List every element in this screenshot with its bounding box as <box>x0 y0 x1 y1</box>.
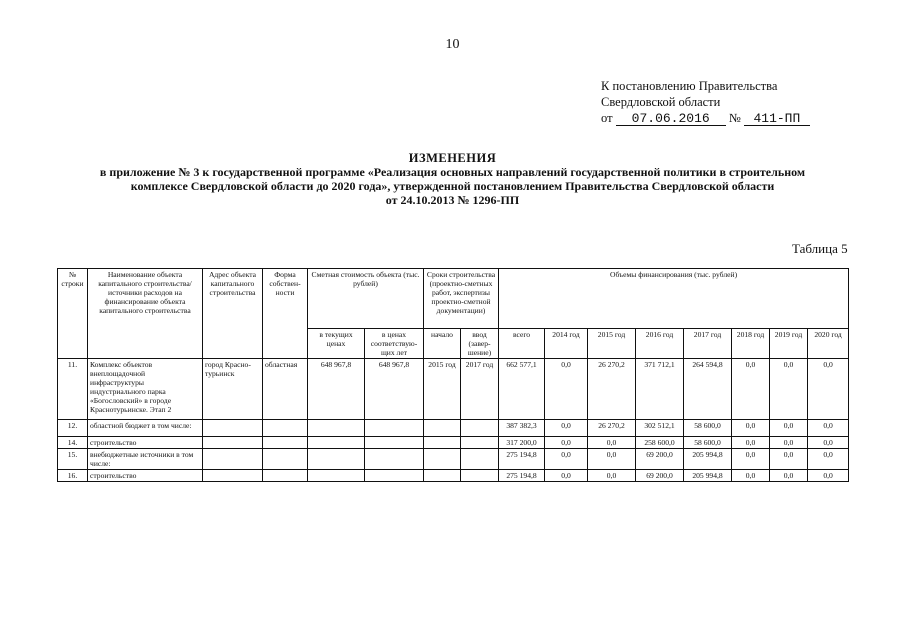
header-year-2018: 2018 год <box>732 329 770 359</box>
cell-end: 2017 год <box>461 359 499 420</box>
table-row <box>58 437 849 449</box>
cell-ownership <box>263 420 308 437</box>
header-year-2017: 2017 год <box>684 329 732 359</box>
cell-no: 16. <box>58 470 88 482</box>
decree-date: 07.06.2016 <box>616 112 726 126</box>
cell-2014: 0,0 <box>545 359 588 420</box>
cell-ownership: областная <box>263 359 308 420</box>
cell-address <box>203 437 263 449</box>
cell-2020: 0,0 <box>808 470 849 482</box>
cell-2019: 0,0 <box>770 359 808 420</box>
header-end: ввод (завер- шение) <box>461 329 499 359</box>
cell-no: 12. <box>58 420 88 437</box>
cell-end <box>461 449 499 470</box>
cell-2016: 69 200,0 <box>636 449 684 470</box>
addressee-line-1: К постановлению Правительства <box>601 79 778 93</box>
cell-2020: 0,0 <box>808 420 849 437</box>
header-total: всего <box>499 329 545 359</box>
header-year-2016: 2016 год <box>636 329 684 359</box>
cell-total: 317 200,0 <box>499 437 545 449</box>
cell-2017: 205 994,8 <box>684 449 732 470</box>
cell-2018: 0,0 <box>732 470 770 482</box>
cell-2020: 0,0 <box>808 449 849 470</box>
cell-2015: 0,0 <box>588 449 636 470</box>
cell-cost-current <box>308 437 365 449</box>
cell-address <box>203 470 263 482</box>
cell-cost-current <box>308 420 365 437</box>
cell-2020: 0,0 <box>808 437 849 449</box>
cell-2015: 26 270,2 <box>588 359 636 420</box>
header-cost: Сметная стоимость объекта (тыс. рублей) <box>308 269 424 329</box>
cell-2014: 0,0 <box>545 420 588 437</box>
table-row <box>58 470 849 482</box>
from-label: от <box>601 111 613 125</box>
cell-total: 275 194,8 <box>499 470 545 482</box>
cell-total: 387 382,3 <box>499 420 545 437</box>
number-label: № <box>728 111 741 125</box>
cell-address: город Красно- турьинск <box>203 359 263 420</box>
cell-cost-years <box>365 449 424 470</box>
header-financing: Объемы финансирования (тыс. рублей) <box>499 269 849 329</box>
page-number: 10 <box>445 37 460 52</box>
cell-2016: 69 200,0 <box>636 470 684 482</box>
cell-cost-current <box>308 449 365 470</box>
cell-end <box>461 470 499 482</box>
cell-cost-current: 648 967,8 <box>308 359 365 420</box>
title-line-2: комплексе Свердловской области до 2020 года», утвержденной постановлением Правительства Свердловской области <box>130 179 775 193</box>
cell-address <box>203 449 263 470</box>
cell-start <box>424 470 461 482</box>
cell-2014: 0,0 <box>545 449 588 470</box>
cell-2016: 371 712,1 <box>636 359 684 420</box>
cell-cost-years <box>365 470 424 482</box>
cell-2016: 258 600,0 <box>636 437 684 449</box>
cell-ownership <box>263 449 308 470</box>
cell-start <box>424 420 461 437</box>
cell-2017: 205 994,8 <box>684 470 732 482</box>
cell-total: 275 194,8 <box>499 449 545 470</box>
header-ownership: Форма собствен- ности <box>263 269 308 359</box>
cell-no: 15. <box>58 449 88 470</box>
cell-2017: 58 600,0 <box>684 437 732 449</box>
title-line-1: в приложение № 3 к государственной программе «Реализация основных направлений государственной политики в строительном <box>99 165 806 179</box>
cell-2019: 0,0 <box>770 470 808 482</box>
cell-name: Комплекс объектов внеплощадочной инфраструктуры индустриального парка «Богословский» в городе Краснотурьинске. Этап 2 <box>88 359 203 420</box>
cell-name: областной бюджет в том числе: <box>88 420 203 437</box>
cell-2014: 0,0 <box>545 437 588 449</box>
decree-reference <box>601 110 810 126</box>
header-address: Адрес объекта капитального строительства <box>203 269 263 359</box>
header-year-2015: 2015 год <box>588 329 636 359</box>
header-row-1 <box>58 269 849 329</box>
cell-name: внебюджетные источники в том числе: <box>88 449 203 470</box>
cell-2015: 0,0 <box>588 437 636 449</box>
addressee-line-2: Свердловской области <box>601 95 721 109</box>
cell-2017: 264 594,8 <box>684 359 732 420</box>
header-name: Наименование объекта капитального строительства/ источники расходов на финансирование объекта капитального строительства <box>88 269 203 359</box>
cell-2016: 302 512,1 <box>636 420 684 437</box>
cell-ownership <box>263 470 308 482</box>
title-line-3: от 24.10.2013 № 1296-ПП <box>385 193 520 207</box>
cell-no: 11. <box>58 359 88 420</box>
addressee-block <box>601 78 810 126</box>
cell-end <box>461 420 499 437</box>
cell-start <box>424 437 461 449</box>
cell-total: 662 577,1 <box>499 359 545 420</box>
cell-2019: 0,0 <box>770 437 808 449</box>
cell-2014: 0,0 <box>545 470 588 482</box>
cell-start <box>424 449 461 470</box>
cell-2019: 0,0 <box>770 420 808 437</box>
header-year-2014: 2014 год <box>545 329 588 359</box>
cell-2019: 0,0 <box>770 449 808 470</box>
cell-2018: 0,0 <box>732 449 770 470</box>
table-row <box>58 420 849 437</box>
cell-2018: 0,0 <box>732 420 770 437</box>
cell-name: строительство <box>88 470 203 482</box>
cell-2020: 0,0 <box>808 359 849 420</box>
table-row <box>58 449 849 470</box>
cell-2017: 58 600,0 <box>684 420 732 437</box>
table-label: Таблица 5 <box>792 241 848 256</box>
header-cost-years: в ценах соответствую- щих лет <box>365 329 424 359</box>
cell-2015: 26 270,2 <box>588 420 636 437</box>
cell-no: 14. <box>58 437 88 449</box>
header-terms: Сроки строительства (проектно-сметных работ, экспертизы проектно-сметной документации) <box>424 269 499 329</box>
cell-start: 2015 год <box>424 359 461 420</box>
cell-2018: 0,0 <box>732 359 770 420</box>
cell-2018: 0,0 <box>732 437 770 449</box>
document-title <box>0 151 905 207</box>
cell-2015: 0,0 <box>588 470 636 482</box>
cell-end <box>461 437 499 449</box>
header-year-2020: 2020 год <box>808 329 849 359</box>
decree-number: 411-ПП <box>744 112 810 126</box>
title-main: ИЗМЕНЕНИЯ <box>408 151 497 165</box>
cell-ownership <box>263 437 308 449</box>
table-row <box>58 359 849 420</box>
header-year-2019: 2019 год <box>770 329 808 359</box>
header-cost-current: в текущих ценах <box>308 329 365 359</box>
cell-cost-years <box>365 437 424 449</box>
header-row-no: № строки <box>58 269 88 359</box>
cell-cost-years <box>365 420 424 437</box>
cell-cost-years: 648 967,8 <box>365 359 424 420</box>
cell-name: строительство <box>88 437 203 449</box>
header-start: начало <box>424 329 461 359</box>
cell-cost-current <box>308 470 365 482</box>
financing-table <box>57 268 849 482</box>
cell-address <box>203 420 263 437</box>
